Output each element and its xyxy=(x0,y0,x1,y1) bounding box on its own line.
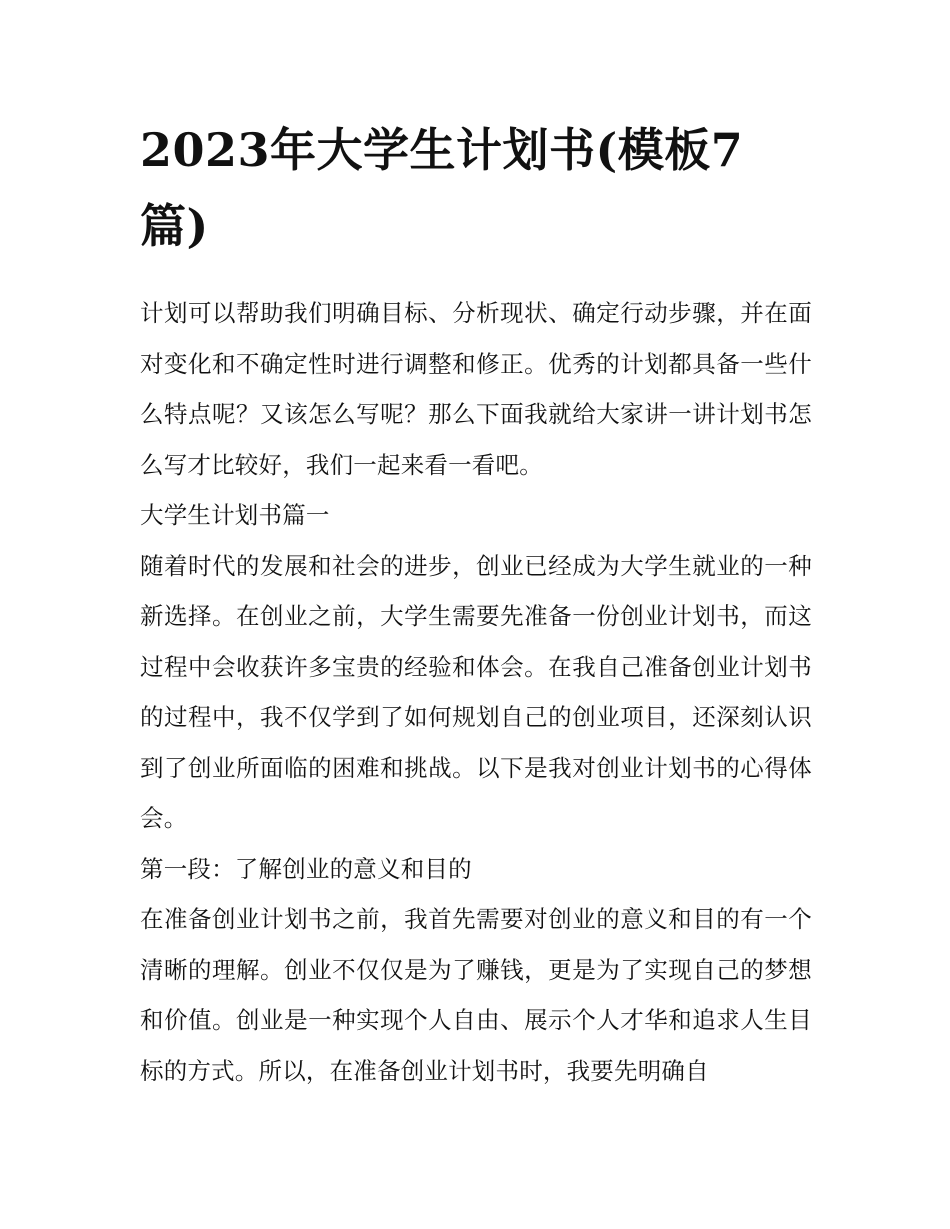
subsection-heading-one: 第一段：了解创业的意义和目的 xyxy=(140,854,472,883)
intro-paragraph: 计划可以帮助我们明确目标、分析现状、确定行动步骤，并在面对变化和不确定性时进行调整和修正。优秀的计划都具备一些什么特点呢？又该怎么写呢？那么下面我就给大家讲一讲计划书怎么写才比较好，我们一起来看一看吧。 xyxy=(140,299,812,479)
body-paragraph: 在准备创业计划书之前，我首先需要对创业的意义和目的有一个清晰的理解。创业不仅仅是为了赚钱，更是为了实现自己的梦想和价值。创业是一种实现个人自由、展示个人才华和追求人生目标的方式。所以，在准备创业计划书时，我要先明确自 xyxy=(140,905,812,1085)
body-paragraph: 随着时代的发展和社会的进步，创业已经成为大学生就业的一种新选择。在创业之前，大学生需要先准备一份创业计划书，而这过程中会收获许多宝贵的经验和体会。在我自己准备创业计划书的过程中，我不仅学到了如何规划自己的创业项目，还深刻认识到了创业所面临的困难和挑战。以下是我对创业计划书的心得体会。 xyxy=(140,551,812,832)
section-heading-part-one: 大学生计划书篇一 xyxy=(140,501,330,529)
document-page xyxy=(140,112,812,1096)
document-title: 2023年大学生计划书(模板7篇) xyxy=(140,123,744,253)
